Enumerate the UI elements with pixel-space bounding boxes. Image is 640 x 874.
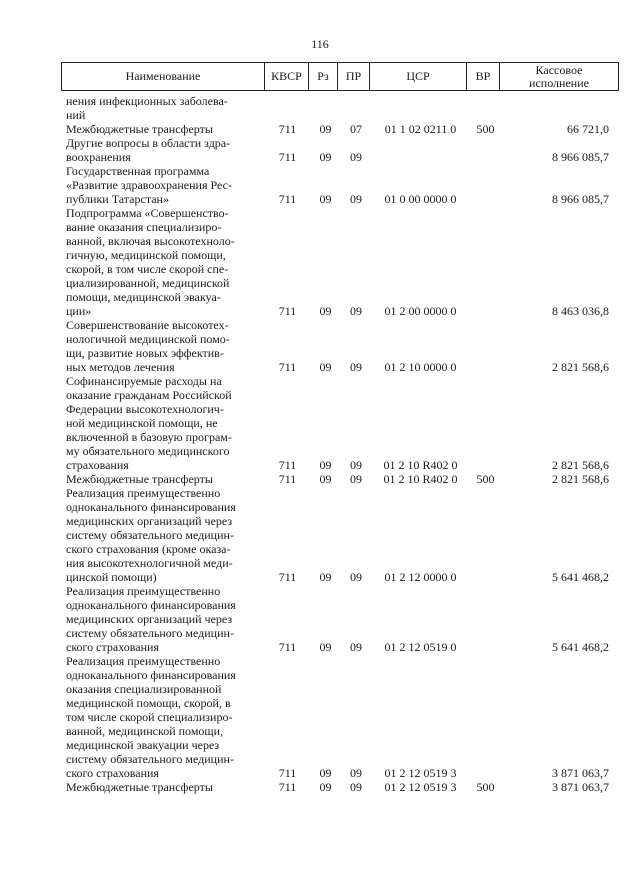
row-vr: 500 bbox=[476, 472, 495, 486]
row-sum: 2 821 568,6 bbox=[552, 360, 609, 374]
row-pr: 07 bbox=[350, 122, 362, 136]
row-csr: 01 2 12 0000 0 bbox=[384, 570, 457, 584]
row-name-line: Софинансируемые расходы на bbox=[66, 374, 222, 388]
row-kvsr: 711 bbox=[278, 640, 297, 654]
row-name bbox=[66, 164, 259, 206]
row-name-line: одноканального финансирования bbox=[66, 500, 236, 514]
table-row bbox=[66, 486, 619, 584]
row-name-line: нологичной медицинской помо- bbox=[66, 332, 230, 346]
row-name bbox=[66, 780, 259, 794]
column-header-kvsr: КВСР bbox=[265, 63, 309, 90]
row-name-line: одноканального финансирования bbox=[66, 668, 236, 682]
table-row bbox=[66, 94, 619, 122]
column-header-name: Наименование bbox=[62, 63, 265, 90]
row-csr: 01 1 02 0211 0 bbox=[384, 122, 457, 136]
row-name-line: ных методов лечения bbox=[66, 360, 175, 374]
column-header-sum-line1: Кассовое bbox=[535, 62, 583, 77]
row-rz: 09 bbox=[319, 150, 332, 164]
row-name-line: ского страхования (кроме оказа- bbox=[66, 542, 231, 556]
row-name-line: нения инфекционных заболева- bbox=[66, 94, 228, 108]
row-name-line: щи, развитие новых эффектив- bbox=[66, 346, 224, 360]
row-name-line: систему обязательного медицин- bbox=[66, 752, 234, 766]
row-kvsr: 711 bbox=[278, 458, 297, 472]
row-name bbox=[66, 122, 259, 136]
row-rz: 09 bbox=[319, 640, 332, 654]
row-sum: 5 641 468,2 bbox=[552, 640, 609, 654]
row-pr: 09 bbox=[350, 360, 362, 374]
row-name bbox=[66, 584, 259, 654]
row-kvsr: 711 bbox=[278, 150, 297, 164]
row-rz: 09 bbox=[319, 458, 332, 472]
row-name-line: медицинской помощи, скорой, в bbox=[66, 696, 231, 710]
row-sum: 8 966 085,7 bbox=[552, 150, 609, 164]
row-name bbox=[66, 472, 259, 486]
row-name-line: Межбюджетные трансферты bbox=[66, 472, 213, 486]
row-name-line: Межбюджетные трансферты bbox=[66, 780, 213, 794]
table-row bbox=[66, 584, 619, 654]
row-rz: 09 bbox=[319, 472, 332, 486]
row-pr: 09 bbox=[350, 780, 362, 794]
row-pr: 09 bbox=[350, 472, 362, 486]
row-name-line: включенной в базовую програм- bbox=[66, 430, 232, 444]
row-name-line: Реализация преимущественно bbox=[66, 654, 221, 668]
row-kvsr: 711 bbox=[278, 192, 297, 206]
row-name bbox=[66, 374, 259, 472]
row-sum: 2 821 568,6 bbox=[552, 458, 609, 472]
row-name-line: гичную, медицинской помощи, bbox=[66, 248, 226, 262]
row-sum: 3 871 063,7 bbox=[552, 766, 609, 780]
row-kvsr: 711 bbox=[278, 780, 297, 794]
column-header-rz: Рз bbox=[309, 63, 338, 90]
row-name bbox=[66, 136, 259, 164]
row-pr: 09 bbox=[350, 570, 362, 584]
row-name-line: медицинских организаций через bbox=[66, 612, 233, 626]
row-name bbox=[66, 206, 259, 318]
column-header-sum-line2: исполнение bbox=[529, 75, 589, 90]
row-csr: 01 2 10 0000 0 bbox=[384, 360, 457, 374]
row-name-line: скорой, в том числе скорой спе- bbox=[66, 262, 229, 276]
table-row bbox=[66, 780, 619, 794]
row-name-line: Государственная программа bbox=[66, 164, 210, 178]
row-sum: 8 966 085,7 bbox=[552, 192, 609, 206]
row-name-line: цинской помощи) bbox=[66, 570, 157, 584]
row-name-line: ванной, включая высокотехноло- bbox=[66, 234, 235, 248]
row-rz: 09 bbox=[319, 780, 332, 794]
row-name-line: ского страхования bbox=[66, 766, 159, 780]
row-kvsr: 711 bbox=[278, 122, 297, 136]
row-name-line: ний bbox=[66, 108, 86, 122]
table-row bbox=[66, 136, 619, 164]
row-name-line: циализированной, медицинской bbox=[66, 276, 230, 290]
row-csr: 01 2 10 R402 0 bbox=[383, 458, 458, 472]
row-name-line: публики Татарстан» bbox=[66, 192, 169, 206]
column-header-sum bbox=[500, 63, 618, 90]
row-name-line: «Развитие здравоохранения Рес- bbox=[66, 178, 232, 192]
row-name-line: ции» bbox=[66, 304, 92, 318]
table-row bbox=[66, 164, 619, 206]
row-name-line: ния высокотехнологичной меди- bbox=[66, 556, 233, 570]
table-row bbox=[66, 374, 619, 472]
row-name-line: Подпрограмма «Совершенство- bbox=[66, 206, 229, 220]
row-name-line: систему обязательного медицин- bbox=[66, 528, 234, 542]
table-row bbox=[66, 654, 619, 780]
row-kvsr: 711 bbox=[278, 570, 297, 584]
row-name-line: ского страхования bbox=[66, 640, 159, 654]
column-header-pr: ПР bbox=[338, 63, 370, 90]
row-name bbox=[66, 94, 259, 122]
row-name-line: Межбюджетные трансферты bbox=[66, 122, 213, 136]
row-kvsr: 711 bbox=[278, 304, 297, 318]
row-kvsr: 711 bbox=[278, 766, 297, 780]
row-name-line: оказания специализированной bbox=[66, 682, 222, 696]
row-sum: 5 641 468,2 bbox=[552, 570, 609, 584]
row-name-line: Другие вопросы в области здра- bbox=[66, 136, 231, 150]
row-rz: 09 bbox=[319, 192, 332, 206]
row-kvsr: 711 bbox=[278, 360, 297, 374]
row-name-line: Реализация преимущественно bbox=[66, 584, 221, 598]
row-csr: 01 2 12 0519 0 bbox=[384, 640, 457, 654]
row-csr: 01 2 12 0519 3 bbox=[384, 780, 457, 794]
row-name bbox=[66, 654, 259, 780]
row-name-line: ванной, медицинской помощи, bbox=[66, 724, 224, 738]
row-sum: 66 721,0 bbox=[567, 122, 609, 136]
row-pr: 09 bbox=[350, 640, 362, 654]
row-pr: 09 bbox=[350, 766, 362, 780]
row-name bbox=[66, 318, 259, 374]
row-csr: 01 0 00 0000 0 bbox=[384, 192, 457, 206]
table-row bbox=[66, 318, 619, 374]
row-rz: 09 bbox=[319, 766, 332, 780]
table-body bbox=[66, 94, 619, 794]
row-pr: 09 bbox=[350, 304, 362, 318]
page-number: 116 bbox=[311, 37, 329, 51]
row-rz: 09 bbox=[319, 122, 332, 136]
row-name-line: му обязательного медицинского bbox=[66, 444, 230, 458]
row-csr: 01 2 10 R402 0 bbox=[383, 472, 458, 486]
row-name-line: помощи, медицинской эвакуа- bbox=[66, 290, 221, 304]
table-header bbox=[61, 62, 619, 91]
row-name-line: ной медицинской помощи, не bbox=[66, 416, 218, 430]
row-vr: 500 bbox=[476, 780, 495, 794]
row-name-line: медицинских организаций через bbox=[66, 514, 233, 528]
row-name-line: систему обязательного медицин- bbox=[66, 626, 234, 640]
row-rz: 09 bbox=[319, 570, 332, 584]
column-header-vr: ВР bbox=[467, 63, 500, 90]
table-row bbox=[66, 472, 619, 486]
row-vr: 500 bbox=[476, 122, 495, 136]
row-name-line: страхования bbox=[66, 458, 129, 472]
row-sum: 3 871 063,7 bbox=[552, 780, 609, 794]
row-name-line: Федерации высокотехнологич- bbox=[66, 402, 224, 416]
row-kvsr: 711 bbox=[278, 472, 297, 486]
table-row bbox=[66, 206, 619, 318]
row-name-line: том числе скорой специализиро- bbox=[66, 710, 233, 724]
row-name-line: вание оказания специализиро- bbox=[66, 220, 222, 234]
row-name bbox=[66, 486, 259, 584]
row-name-line: оказание гражданам Российской bbox=[66, 388, 232, 402]
column-header-csr: ЦСР bbox=[370, 63, 467, 90]
row-sum: 2 821 568,6 bbox=[552, 472, 609, 486]
row-rz: 09 bbox=[319, 304, 332, 318]
row-name-line: Реализация преимущественно bbox=[66, 486, 221, 500]
row-pr: 09 bbox=[350, 150, 362, 164]
row-pr: 09 bbox=[350, 192, 362, 206]
row-name-line: воохранения bbox=[66, 150, 131, 164]
table-row bbox=[66, 122, 619, 136]
row-csr: 01 2 12 0519 3 bbox=[384, 766, 457, 780]
row-name-line: одноканального финансирования bbox=[66, 598, 236, 612]
row-name-line: Совершенствование высокотех- bbox=[66, 318, 229, 332]
row-csr: 01 2 00 0000 0 bbox=[384, 304, 457, 318]
row-pr: 09 bbox=[350, 458, 362, 472]
row-sum: 8 463 036,8 bbox=[552, 304, 609, 318]
row-name-line: медицинской эвакуации через bbox=[66, 738, 220, 752]
row-rz: 09 bbox=[319, 360, 332, 374]
